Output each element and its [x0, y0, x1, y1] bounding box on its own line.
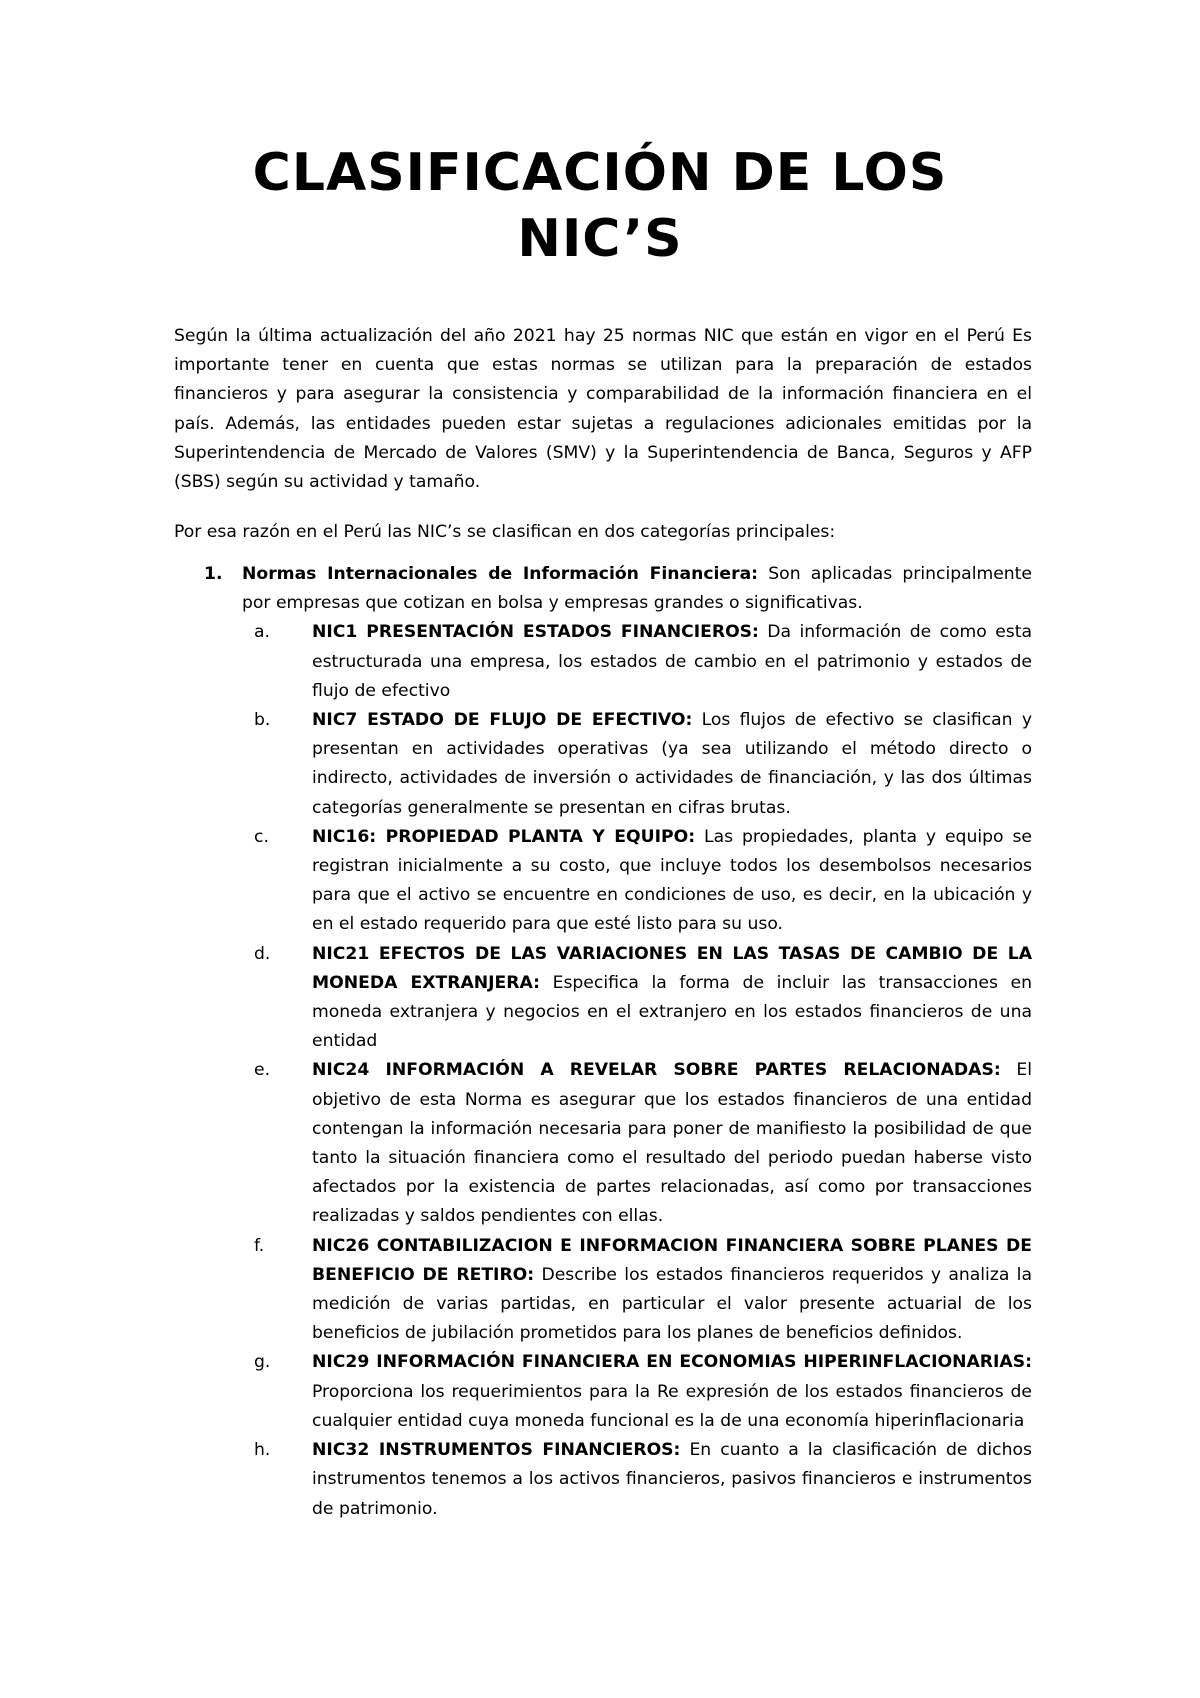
nic-list-item — [242, 1348, 1032, 1436]
nic-list-item — [242, 823, 1032, 940]
nic-item-heading: NIC32 INSTRUMENTOS FINANCIEROS: — [312, 1440, 681, 1461]
nic-item-text — [312, 706, 1032, 823]
category-description: Son aplicadas principalmente por empresas que cotizan en bolsa y empresas grandes o significativas. — [242, 564, 1032, 614]
nic-list-item — [242, 940, 1032, 1057]
nic-item-marker: h. — [254, 1440, 271, 1461]
nic-item-description: Describe los estados financieros requeridos y analiza la medición de varias partidas, en particular el valor presente actuarial de los beneficios de jubilación prometidos para los planes de beneficios definidos. — [312, 1264, 1032, 1344]
nic-item-marker: f. — [254, 1235, 265, 1256]
nic-item-heading: NIC21 EFECTOS DE LAS VARIACIONES EN LAS TASAS DE CAMBIO DE LA MONEDA EXTRANJERA: — [312, 943, 1032, 993]
nic-item-heading: NIC1 PRESENTACIÓN ESTADOS FINANCIEROS: — [312, 622, 759, 643]
nic-item-description: Las propiedades, planta y equipo se registran inicialmente a su costo, que incluye todos los desembolsos necesarios para que el activo se encuentre en condiciones de uso, es decir, en la ubicación y en el estado requerido para que esté listo para su uso. — [312, 826, 1032, 935]
nic-item-text — [312, 618, 1032, 706]
lead-paragraph: Por esa razón en el Perú las NIC’s se clasifican en dos categorías principales: — [174, 522, 836, 542]
nic-list — [242, 618, 1032, 1523]
nic-item-marker: c. — [254, 826, 269, 847]
nic-item-heading: NIC26 CONTABILIZACION E INFORMACION FINANCIERA SOBRE PLANES DE BENEFICIO DE RETIRO: — [312, 1235, 1032, 1285]
nic-item-description: Los flujos de efectivo se clasifican y presentan en actividades operativas (ya sea utilizando el método directo o indirecto, actividades de inversión o actividades de financiación, y las dos últimas categorías generalmente se presentan en cifras brutas. — [312, 710, 1032, 818]
nic-list-item — [242, 1232, 1032, 1349]
nic-item-marker: e. — [254, 1060, 271, 1081]
nic-item-heading: NIC29 INFORMACIÓN FINANCIERA EN ECONOMIAS HIPERINFLACIONARIAS: — [312, 1352, 1032, 1373]
nic-item-text — [312, 1436, 1032, 1524]
nic-item-description: Especifica la forma de incluir las transacciones en moneda extranjera y negocios en el extranjero en los estados financieros de una entidad — [312, 972, 1032, 1052]
document-title — [170, 140, 1030, 272]
category-marker: 1. — [204, 564, 223, 584]
nic-item-description: En cuanto a la clasificación de dichos instrumentos tenemos a los activos financieros, pasivos financieros e instrumentos de patrimonio. — [312, 1440, 1032, 1519]
nic-list-item — [242, 1056, 1032, 1231]
nic-item-marker: a. — [254, 622, 270, 643]
nic-list-item — [242, 618, 1032, 706]
nic-item-heading: NIC7 ESTADO DE FLUJO DE EFECTIVO: — [312, 710, 693, 731]
intro-paragraph: Según la última actualización del año 2021 hay 25 normas NIC que están en vigor en el Perú Es importante tener en cuenta que estas normas se utilizan para la preparación de estados financieros y para asegurar la consistencia y comparabilidad de la información financiera en el país. Además, las entidades pueden estar sujetas a regulaciones adicionales emitidas por la Superintendencia de Mercado de Valores (SMV) y la Superintendencia de Banca, Seguros y AFP (SBS) según su actividad y tamaño. — [174, 326, 1032, 493]
nic-item-marker: d. — [254, 943, 271, 964]
category-text-block — [242, 564, 1032, 613]
nic-list-item — [242, 706, 1032, 823]
nic-item-text — [312, 823, 1032, 940]
nic-item-heading: NIC24 INFORMACIÓN A REVELAR SOBRE PARTES RELACIONADAS: — [312, 1060, 1001, 1081]
category-item — [174, 560, 1032, 1524]
nic-item-marker: g. — [254, 1352, 271, 1373]
nic-item-text — [312, 1348, 1032, 1436]
title-line-2: NIC’S — [517, 209, 683, 269]
nic-item-text — [312, 1056, 1032, 1231]
category-heading: Normas Internacionales de Información Financiera: — [242, 564, 759, 584]
nic-item-text — [312, 1232, 1032, 1349]
nic-item-description: Da información de como esta estructurada una empresa, los estados de cambio en el patrimonio y estados de flujo de efectivo — [312, 622, 1032, 701]
nic-item-text — [312, 940, 1032, 1057]
category-list — [174, 560, 1032, 1524]
nic-item-description: El objetivo de esta Norma es asegurar que los estados financieros de una entidad contengan la información necesaria para poner de manifiesto la posibilidad de que tanto la situación financiera como el resultado del periodo puedan haberse visto afectados por la existencia de partes relacionadas, así como por transacciones realizadas y saldos pendientes con ellas. — [312, 1060, 1032, 1227]
title-line-1: CLASIFICACIÓN DE LOS — [252, 143, 948, 203]
nic-item-marker: b. — [254, 710, 271, 731]
nic-item-description: Proporciona los requerimientos para la Re expresión de los estados financieros de cualquier entidad cuya moneda funcional es la de una economía hiperinflacionaria — [312, 1381, 1032, 1431]
nic-item-heading: NIC16: PROPIEDAD PLANTA Y EQUIPO: — [312, 826, 696, 847]
nic-list-item — [242, 1436, 1032, 1524]
